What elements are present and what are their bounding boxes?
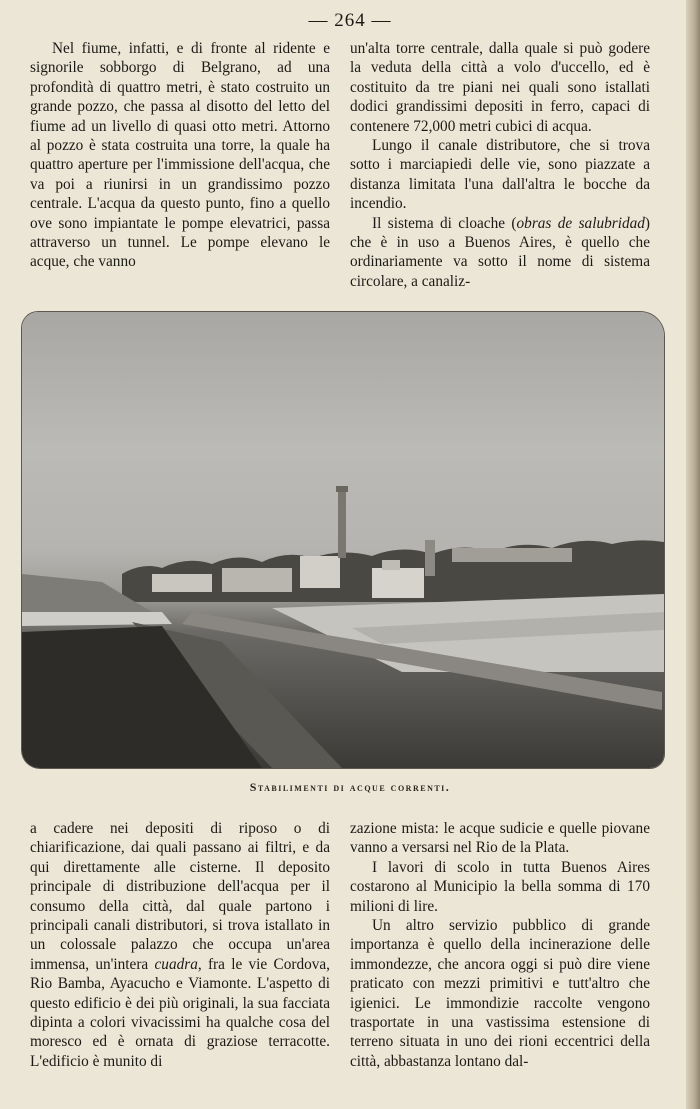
paragraph-text: a cadere nei depositi di riposo o di chiarificazione, dai quali passano ai filtri, e da qui direttamente alle cisterne. Il deposito principale di distribuzione dell'acqua per il consumo della città, dal quale partono i principali canali distributori, si trova istallato in un colossale palazzo che occupa un'area immensa, un'intera (30, 820, 330, 973)
building (152, 574, 212, 592)
paragraph: I lavori di scolo in tutta Buenos Aires costarono al Municipio la bella somma di 170 milioni di lire. (350, 858, 650, 915)
paragraph (350, 214, 650, 292)
building (372, 568, 424, 598)
chimney (338, 488, 346, 558)
roof (22, 612, 172, 626)
page-edge (686, 0, 700, 1109)
column-top-right (350, 39, 650, 291)
paragraph: Nel fiume, infatti, e di fronte al ridente e signorile sobborgo di Belgrano, ad una profondità di quattro metri, è stato costruito un grande pozzo, che passa al disotto del letto del fiume ad un livello di quasi otto metri. Attorno al pozzo è stata costruita una torre, la quale ha quattro aperture per l'immissione dell'acqua, che va poi a riunirsi in un grandissimo pozzo centrale. L'acqua da questo punto, fino a quello ove sono impiantate le pompe elevatrici, passa attraverso un tunnel. Le pompe elevano le acque, che vanno (30, 40, 330, 271)
column-bottom-left (30, 819, 330, 1071)
building (382, 560, 400, 570)
italic-term: cuadra (154, 955, 198, 973)
paragraph: Un altro servizio pubblico di grande importanza è quello della incinerazione delle immondezze, che ancora oggi si può dire viene praticato con mezzi primitivi e tutt'altro che igienici. Le immondizie raccolte vengono trasportate in una vastissima estensione di terreno situata in uno dei rioni eccentrici della città, abbastanza lontano dal- (350, 917, 650, 1070)
paragraph: zazione mista: le acque sudicie e quelle piovane vanno a versarsi nel Rio de la Plata. (350, 820, 650, 857)
paragraph-text: ) che è in uso a Buenos Aires, è quello che ordinariamente va sotto il nome di sistema circolare, a canaliz- (350, 214, 650, 290)
italic-term: obras de salubridad (516, 214, 645, 232)
paragraph-text: , fra le vie Cordova, Rio Bamba, Ayacucho e Viamonte. L'aspetto di questo edificio è dei più originali, la sua facciata dipinta a colori vivacissimi ha qualche cosa del moresco ed è ornata di graziose terracotte. L'edificio è munito di (30, 955, 330, 1070)
figure-caption: Stabilimenti di acque correnti. (249, 780, 451, 794)
water-tower (425, 540, 435, 576)
chimney-top (336, 486, 348, 492)
building (222, 568, 292, 592)
photograph-scene (22, 312, 664, 768)
paragraph (30, 819, 330, 1071)
page-number: — 264 — (308, 10, 392, 31)
column-bottom-right (350, 819, 650, 1071)
paragraph: un'alta torre centrale, dalla quale si può godere la veduta della città a volo d'uccello, ed è costituito da tre piani nei quali sono istallati dodici grandissimi depositi in ferro, capaci di contenere 72,000 metri cubici di acqua. (350, 40, 650, 135)
photograph (22, 312, 664, 768)
column-top-left (30, 39, 330, 272)
paragraph: Lungo il canale distributore, che si trova sotto i marciapiedi delle vie, sono piazzate a distanza limitata l'una dall'altra le bocche da incendio. (350, 137, 650, 213)
building (452, 548, 572, 562)
building (300, 556, 340, 588)
paragraph-text: Il sistema di cloache ( (372, 214, 517, 232)
